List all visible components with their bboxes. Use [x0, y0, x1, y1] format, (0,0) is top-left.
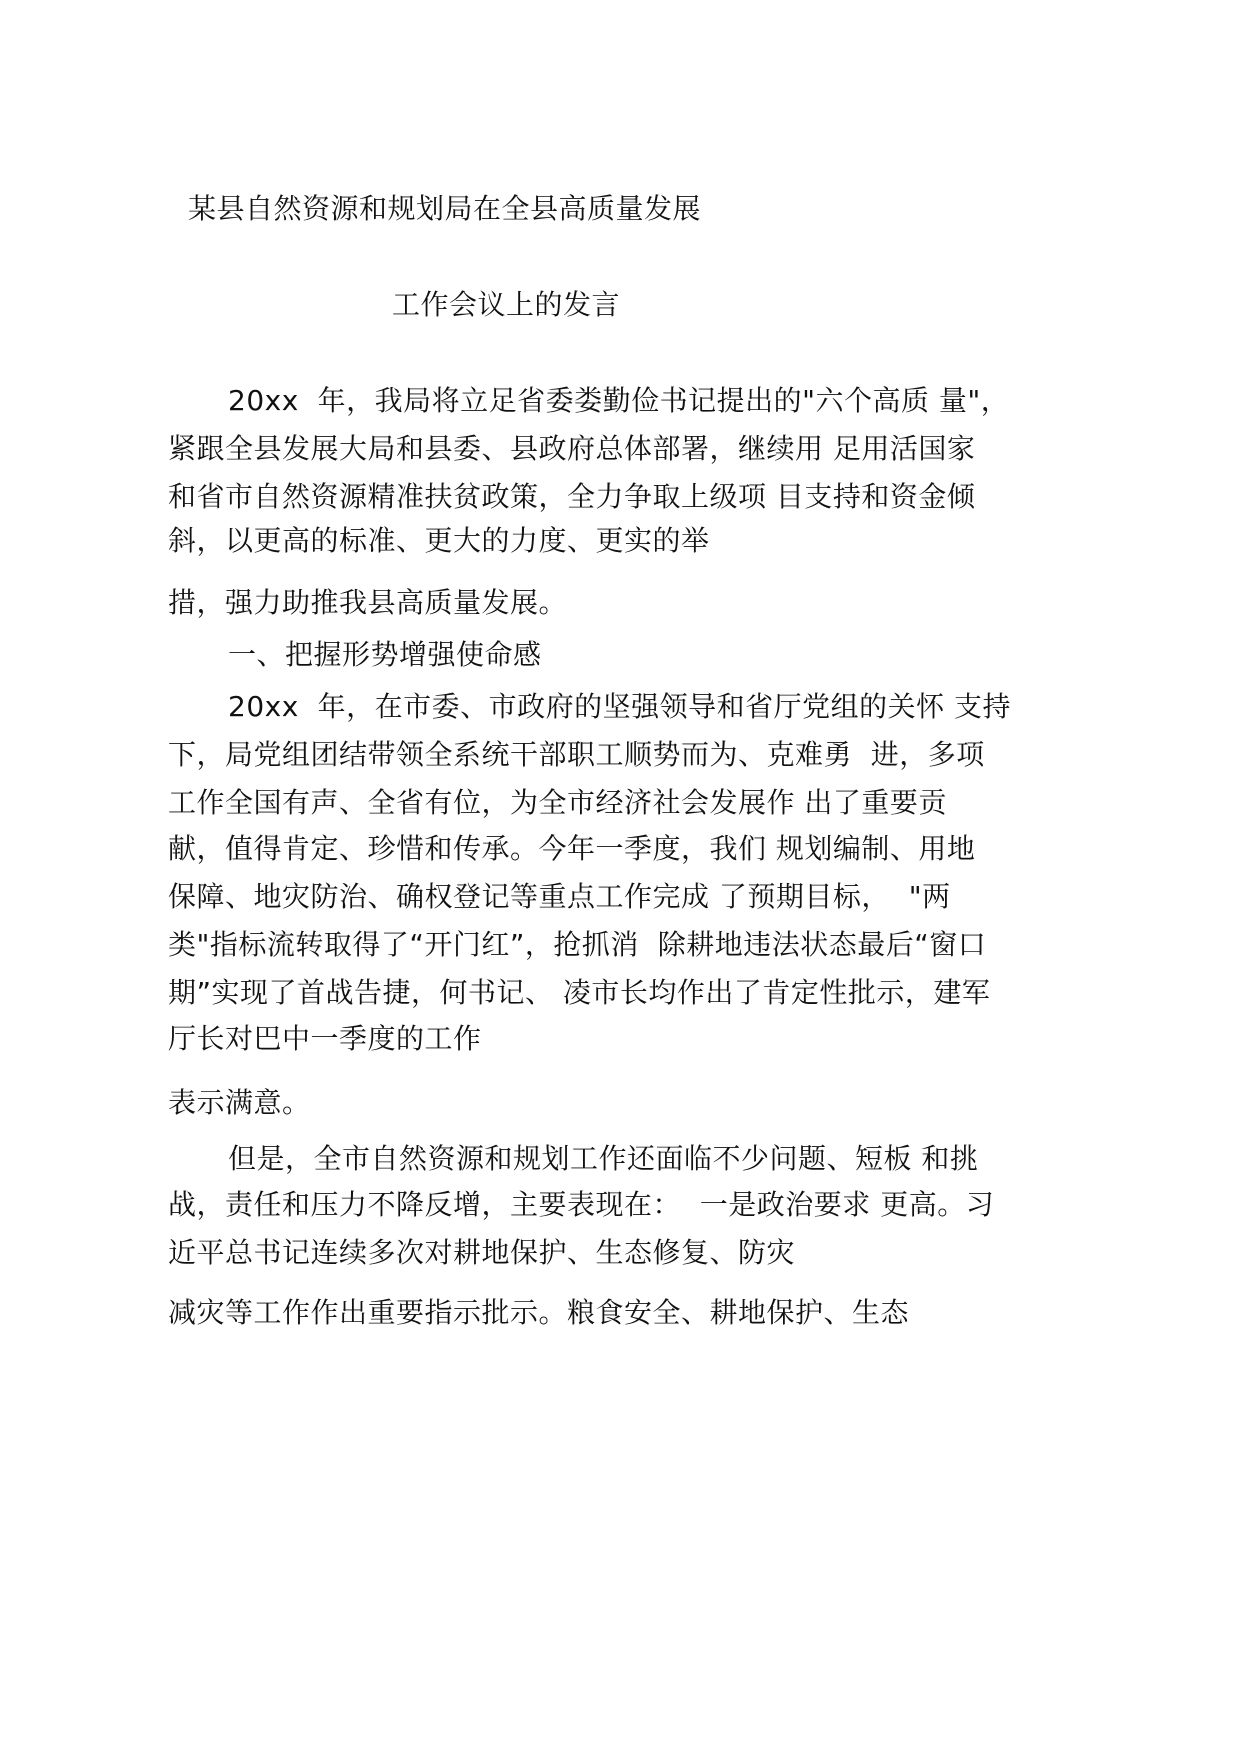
paragraph-1-line-3: 和省市自然资源精准扶贫政策，全力争取上级项 目支持和资金倾 [168, 480, 976, 513]
paragraph-3-line-3: 近平总书记连续多次对耕地保护、生态修复、防灾 [168, 1236, 796, 1269]
paragraph-3-line-2: 战，责任和压力不降反增，主要表现在： 一是政治要求 更高。习 [168, 1188, 995, 1221]
paragraph-3-line-4: 减灾等工作作出重要指示批示。粮食安全、耕地保护、生态 [168, 1296, 910, 1329]
document-title-line-1: 某县自然资源和规划局在全县高质量发展 [188, 192, 702, 225]
document-title-line-2: 工作会议上的发言 [392, 288, 621, 321]
paragraph-1-line-1: 20xx 年，我局将立足省委娄勤俭书记提出的"六个高质 量"， [228, 384, 1010, 417]
paragraph-2-line-7: 期”实现了首战告捷，何书记、 凌市长均作出了肯定性批示，建军 [168, 976, 991, 1009]
paragraph-1-line-2: 紧跟全县发展大局和县委、县政府总体部署，继续用 足用活国家 [168, 432, 976, 465]
paragraph-2-line-3: 工作全国有声、全省有位，为全市经济社会发展作 出了重要贡 [168, 786, 947, 819]
paragraph-2-line-8: 厅长对巴中一季度的工作 [168, 1022, 482, 1055]
section-heading-1: 一、把握形势增强使命感 [228, 638, 542, 671]
paragraph-2-line-6: 类"指标流转取得了“开门红”，抢抓消 除耕地违法状态最后“窗口 [168, 928, 987, 961]
paragraph-2-line-9: 表示满意。 [168, 1086, 311, 1119]
paragraph-1-line-4: 斜，以更高的标准、更大的力度、更实的举 [168, 524, 710, 557]
paragraph-2-line-1: 20xx 年，在市委、市政府的坚强领导和省厅党组的关怀 支持 [228, 690, 1011, 723]
paragraph-2-line-2: 下，局党组团结带领全系统干部职工顺势而为、克难勇 进，多项 [168, 738, 985, 771]
paragraph-1-line-5: 措，强力助推我县高质量发展。 [168, 586, 568, 619]
paragraph-2-line-4: 献，值得肯定、珍惜和传承。今年一季度，我们 规划编制、用地 [168, 832, 976, 865]
paragraph-2-line-5: 保障、地灾防治、确权登记等重点工作完成 了预期目标， "两 [168, 880, 951, 913]
paragraph-3-line-1: 但是，全市自然资源和规划工作还面临不少问题、短板 和挑 [228, 1142, 979, 1175]
